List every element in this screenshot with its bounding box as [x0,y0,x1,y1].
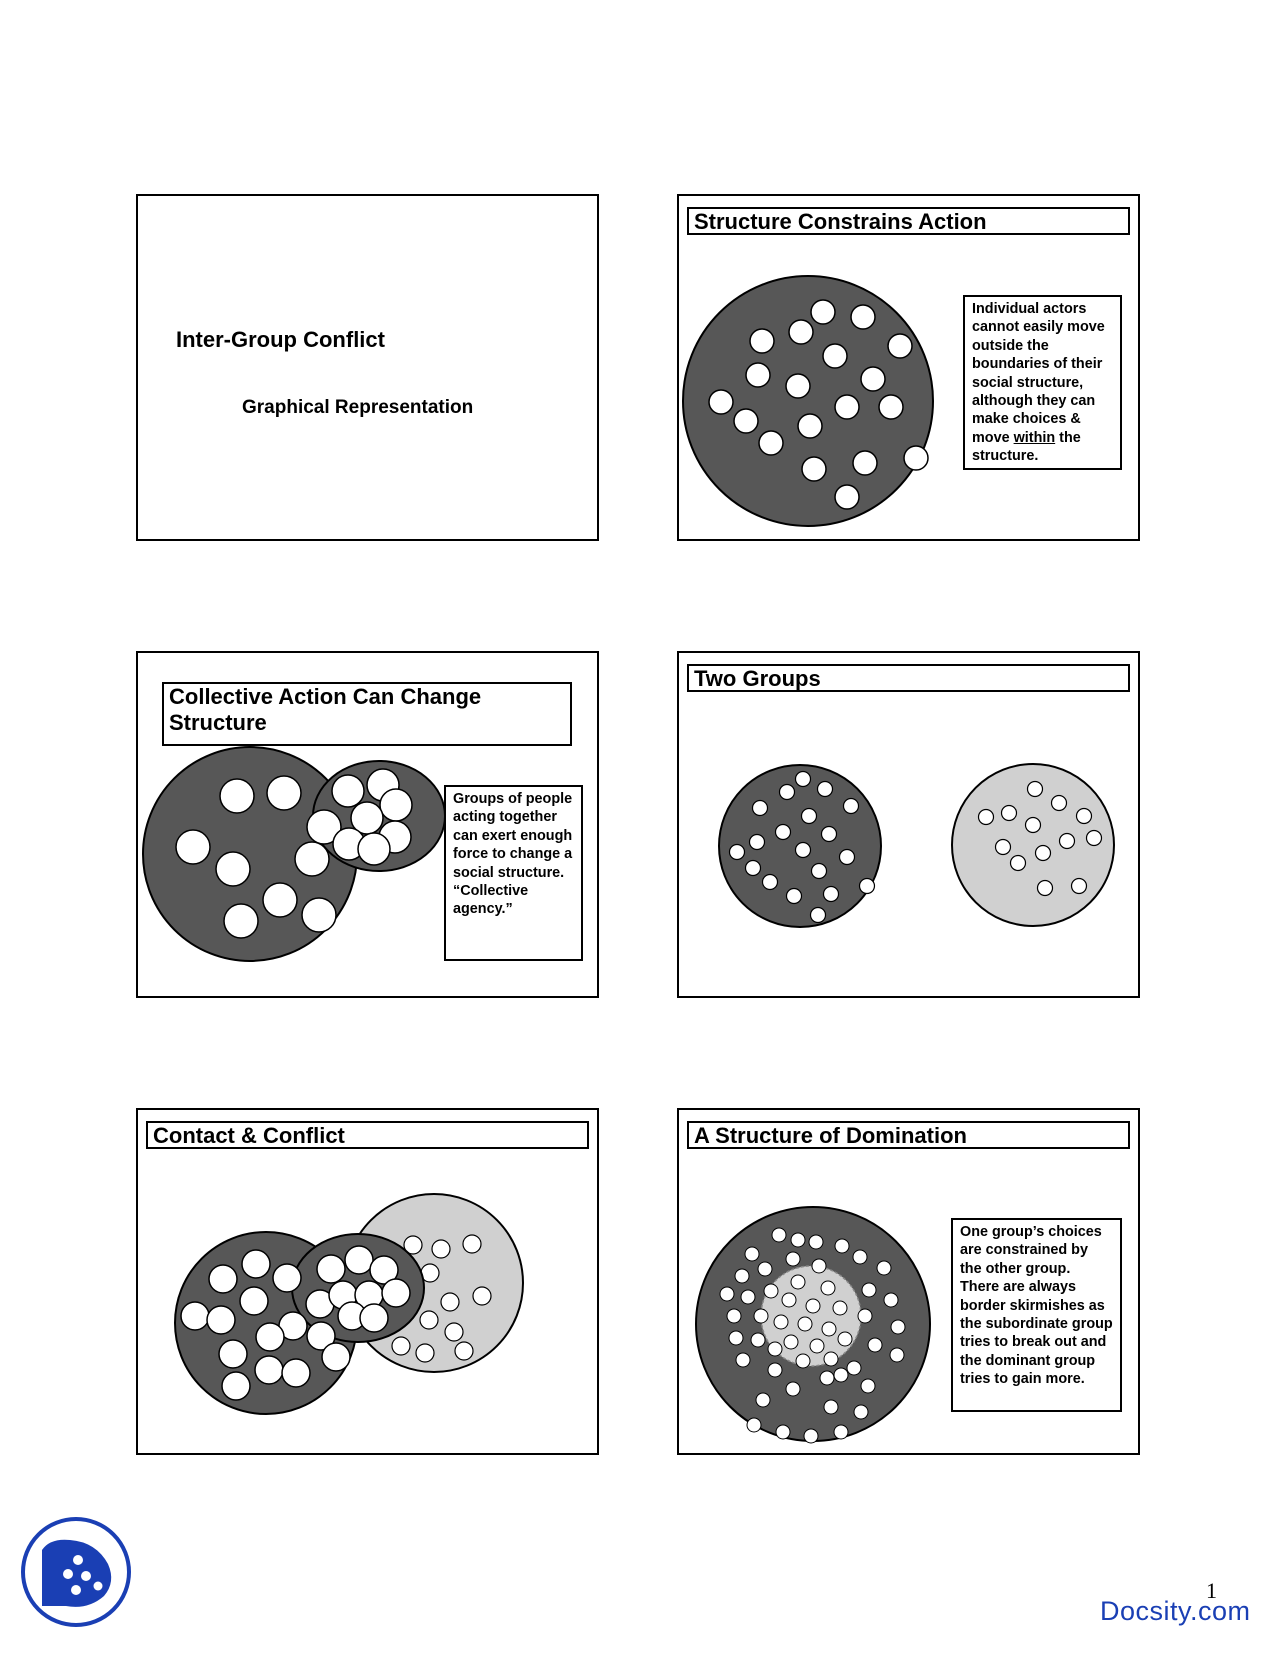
slide-title: Collective Action Can Change Structure [162,682,572,746]
docsity-brand-link[interactable]: Docsity.com [1100,1596,1251,1626]
docsity-logo-icon [20,1516,132,1628]
slide-subtitle: Graphical Representation [242,397,474,418]
slide-4 [677,651,1140,998]
slide-title: Contact & Conflict [146,1121,589,1149]
slide-3 [136,651,599,998]
contact-conflict-diagram [138,1110,597,1453]
two-groups-diagram [679,653,1138,996]
explanation-note: Groups of people acting together can exert enough force to change a social structure. “Collective agency.” [444,785,583,961]
slide-title: Inter-Group Conflict [176,327,385,352]
slide-6 [677,1108,1140,1455]
explanation-note: One group’s choices are constrained by the other group. There are always border skirmishes as the subordinate group tries to break out and the dominant group tries to gain more. [951,1218,1122,1412]
slide-2 [677,194,1140,541]
slide-title: Two Groups [687,664,1130,692]
page-number: 1 [1206,1578,1217,1603]
slide-1 [136,194,599,541]
slide-title: A Structure of Domination [687,1121,1130,1149]
slide-title: Structure Constrains Action [687,207,1130,235]
explanation-note: Individual actors cannot easily move outside the boundaries of their social structure, although they can make choices & move within the structure. [963,295,1122,470]
slide-5 [136,1108,599,1455]
